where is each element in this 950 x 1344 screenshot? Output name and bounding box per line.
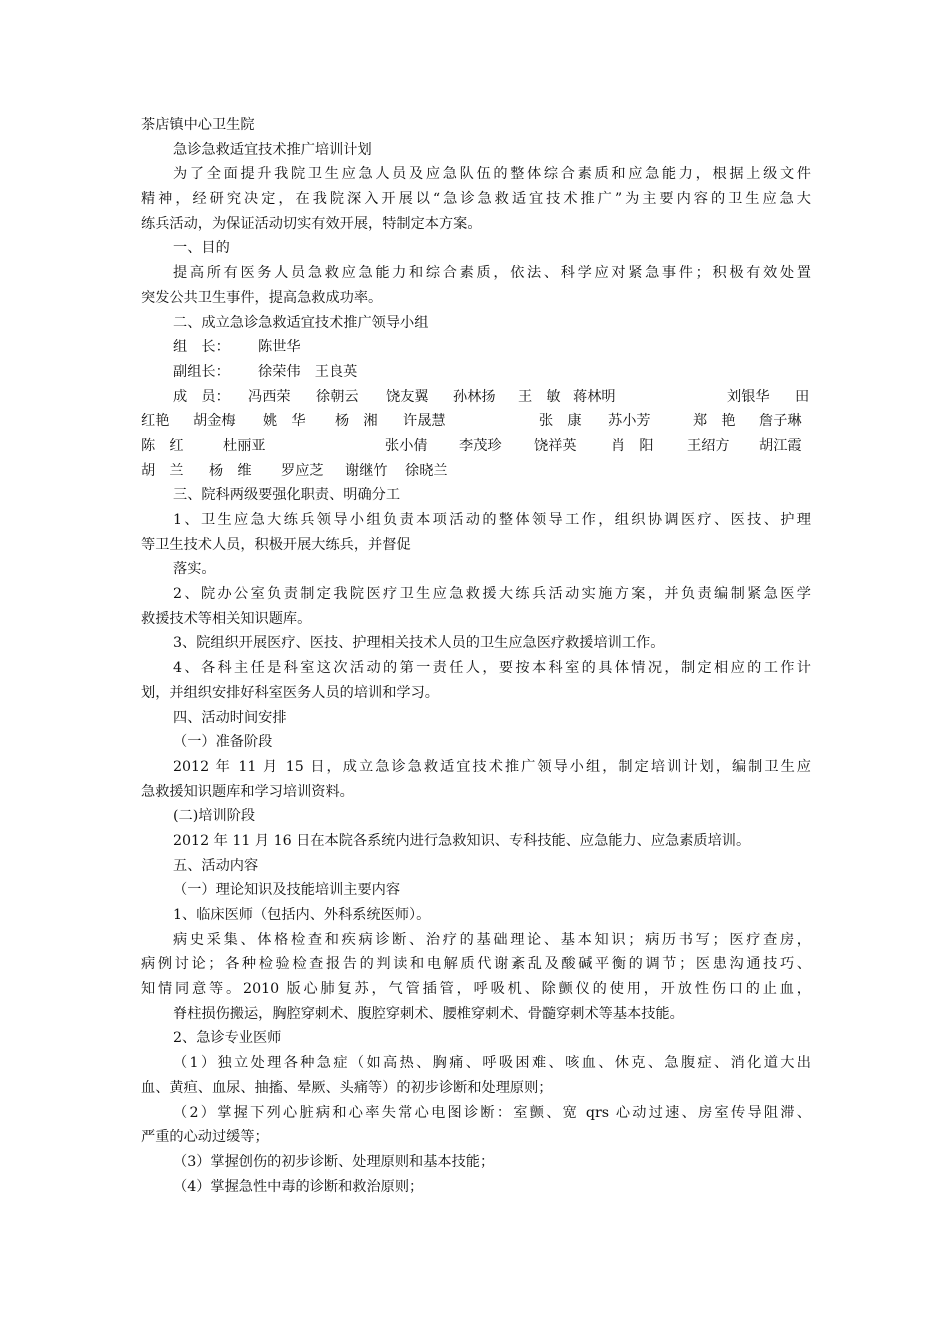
section-heading: 二、成立急诊急救适宜技术推广领导小组 xyxy=(173,314,429,331)
paragraph-line: 病例讨论；各种检验检查报告的判读和电解质代谢紊乱及酸碱平衡的调节；医患沟通技巧、 xyxy=(141,956,811,973)
section-heading: 四、活动时间安排 xyxy=(173,709,287,726)
item-heading: 2、急诊专业医师 xyxy=(173,1030,282,1047)
member-name: 王绍方 xyxy=(687,437,730,454)
member-name: 杨 维 xyxy=(209,462,252,479)
deputy-names: 徐荣伟 王良英 xyxy=(258,363,358,380)
member-name: 胡金梅 xyxy=(193,413,236,430)
member-name: 蒋林明 xyxy=(573,388,616,405)
paragraph-line: 病史采集、体格检查和疾病诊断、治疗的基础理论、基本知识；病历书写；医疗查房， xyxy=(173,931,811,948)
intro-line: 精神，经研究决定，在我院深入开展以“急诊急救适宜技术推广”为主要内容的卫生应急大 xyxy=(141,191,811,208)
paragraph-line: （3）掌握创伤的初步诊断、处理原则和基本技能； xyxy=(173,1153,495,1170)
paragraph-line: 划，并组织安排好科室医务人员的培训和学习。 xyxy=(141,684,439,701)
intro-line: 练兵活动，为保证活动切实有效开展，特制定本方案。 xyxy=(141,215,482,232)
member-name: 刘银华 xyxy=(727,388,770,405)
member-name: 徐晓兰 xyxy=(405,462,448,479)
paragraph-line: 救援技术等相关知识题库。 xyxy=(141,610,312,627)
paragraph-line: 3、院组织开展医疗、医技、护理相关技术人员的卫生应急医疗救援培训工作。 xyxy=(173,635,665,652)
paragraph-line: 1、卫生应急大练兵领导小组负责本项活动的整体领导工作，组织协调医疗、医技、护理 xyxy=(173,512,811,528)
intro-line: 为了全面提升我院卫生应急人员及应急队伍的整体综合素质和应急能力，根据上级文件 xyxy=(173,166,811,183)
member-name: 孙林扬 xyxy=(453,388,496,405)
members-row xyxy=(141,385,811,410)
member-name: 胡 兰 xyxy=(141,462,184,479)
subsection-heading: (二)培训阶段 xyxy=(173,808,256,825)
member-name: 姚 华 xyxy=(263,413,306,430)
member-name: 许晟慧 xyxy=(403,413,446,430)
member-name: 罗应芝 xyxy=(281,462,324,479)
deputy-label: 副组长： xyxy=(173,363,230,380)
paragraph-line: 严重的心动过缓等； xyxy=(141,1129,269,1146)
section-heading: 三、院科两级要强化职责、明确分工 xyxy=(173,487,401,504)
member-name: 张小倩 xyxy=(385,437,428,454)
paragraph-line: 知情同意等。2010 版心肺复苏，气管插管，呼吸机、除颤仪的使用，开放性伤口的止血， xyxy=(141,981,811,998)
subsection-heading: （一）理论知识及技能培训主要内容 xyxy=(173,882,401,899)
document-title: 急诊急救适宜技术推广培训计划 xyxy=(173,141,372,158)
member-name: 李茂珍 xyxy=(459,437,502,454)
paragraph-line: 2012 年 11 月 15 日，成立急诊急救适宜技术推广领导小组，制定培训计划，编制卫生应 xyxy=(173,758,811,775)
member-name: 杜丽亚 xyxy=(223,437,266,454)
leader-label: 组 长： xyxy=(173,339,230,356)
paragraph-line: 突发公共卫生事件，提高急救成功率。 xyxy=(141,289,383,306)
member-name: 胡江霞 xyxy=(759,437,802,454)
paragraph-line: （4）掌握急性中毒的诊断和救治原则； xyxy=(173,1178,424,1195)
member-name: 陈 红 xyxy=(141,437,184,454)
member-name: 饶祥英 xyxy=(534,437,577,454)
member-name: 张 康 xyxy=(539,413,582,430)
member-name: 杨 湘 xyxy=(335,413,378,430)
member-name: 田 xyxy=(795,388,810,405)
section-heading: 五、活动内容 xyxy=(173,857,259,874)
member-name: 冯西荣 xyxy=(248,388,291,405)
paragraph-line: 落实。 xyxy=(173,561,216,578)
paragraph-line: 脊柱损伤搬运，胸腔穿刺术、腹腔穿刺术、腰椎穿刺术、骨髓穿刺术等基本技能。 xyxy=(173,1005,684,1022)
org-name: 茶店镇中心卫生院 xyxy=(141,117,255,133)
paragraph-line: （1）独立处理各种急症（如高热、胸痛、呼吸困难、咳血、休克、急腹症、消化道大出 xyxy=(173,1055,811,1072)
member-name: 徐朝云 xyxy=(316,388,359,405)
leader-name: 陈世华 xyxy=(258,339,301,356)
item-heading: 1、临床医师（包括内、外科系统医师）。 xyxy=(173,907,431,923)
section-heading: 一、目的 xyxy=(173,240,230,257)
member-name: 肖 阳 xyxy=(611,437,654,454)
member-name: 詹子琳 xyxy=(759,413,802,430)
members-row xyxy=(141,459,811,484)
document-page xyxy=(141,113,811,1199)
member-name: 谢继竹 xyxy=(345,462,388,479)
paragraph-line: 血、黄疸、血尿、抽搐、晕厥、头痛等）的初步诊断和处理原则； xyxy=(141,1079,553,1096)
leader-row xyxy=(141,335,811,360)
member-name: 苏小芳 xyxy=(608,413,651,430)
members-row xyxy=(141,409,811,434)
paragraph-line: 急救援知识题库和学习培训资料。 xyxy=(141,783,354,800)
subsection-heading: （一）准备阶段 xyxy=(173,734,273,751)
member-name: 红艳 xyxy=(141,413,170,430)
paragraph-line: 等卫生技术人员，积极开展大练兵，并督促 xyxy=(141,536,411,553)
paragraph-line: 提高所有医务人员急救应急能力和综合素质，依法、科学应对紧急事件；积极有效处置 xyxy=(173,265,811,282)
members-label: 成 员： xyxy=(173,388,230,405)
paragraph-line: 4、各科主任是科室这次活动的第一责任人，要按本科室的具体情况，制定相应的工作计 xyxy=(173,660,811,677)
paragraph-line: 2012 年 11 月 16 日在本院各系统内进行急救知识、专科技能、应急能力、应急素质培训。 xyxy=(173,832,751,849)
member-name: 饶友翼 xyxy=(386,388,429,405)
member-name: 郑 艳 xyxy=(693,413,736,430)
member-name: 王 敏 xyxy=(518,388,561,405)
members-row xyxy=(141,434,811,459)
deputy-row xyxy=(141,360,811,385)
paragraph-line: （2）掌握下列心脏病和心率失常心电图诊断：室颤、宽 qrs 心动过速、房室传导阻滞、 xyxy=(173,1104,811,1121)
paragraph-line: 2、院办公室负责制定我院医疗卫生应急救援大练兵活动实施方案，并负责编制紧急医学 xyxy=(173,586,811,603)
